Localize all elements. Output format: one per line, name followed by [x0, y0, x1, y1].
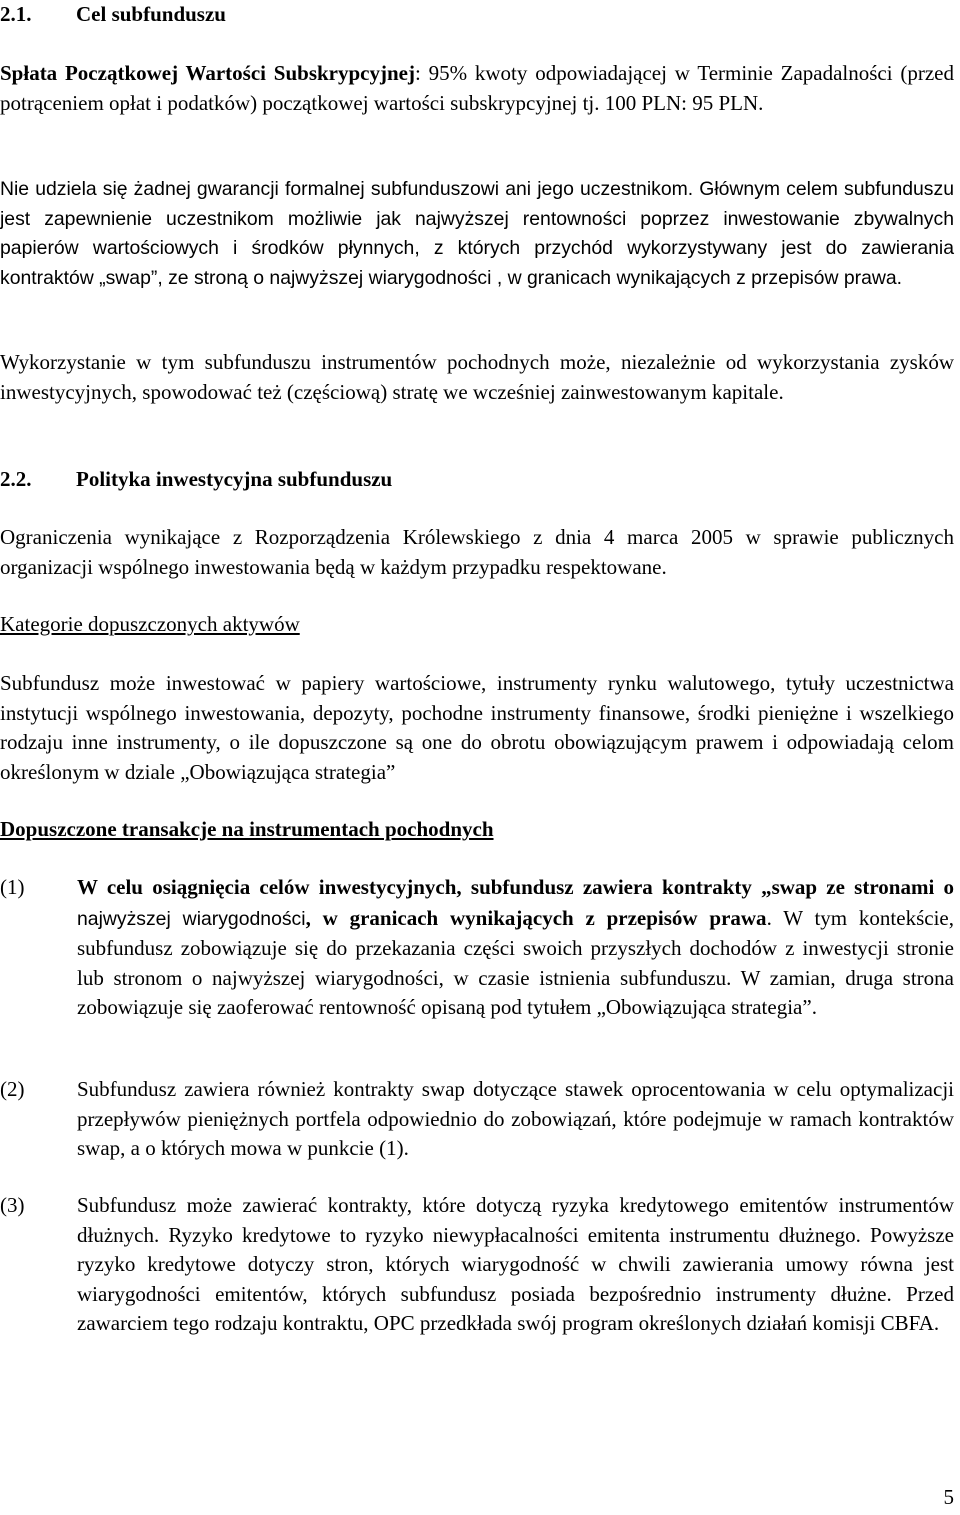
item1-text: . W tym kontekście, subfundusz zobowiązuje się do przekazania części swoich przyszłych dochodów z inwestycji stronie lub stronom o najwyższej wiarygodności, w czasie istnienia subfunduszu. W zamian, druga strona zobowiązuje się zaoferować rentowność opisaną pod tytułem „Obowiązująca strategia”. — [77, 905, 954, 1019]
item1-bold-part: , w granicach wynikających z przepisów prawa — [305, 905, 767, 930]
item1-bold-lead: W celu osiągnięcia celów inwestycyjnych, subfundusz zawiera kontrakty „swap ze stronami o — [77, 875, 954, 899]
ograniczenia-text: Ograniczenia wynikające z Rozporządzenia Królewskiego z dnia 4 marca 2005 w sprawie publicznych organizacji wspólnego inwestowania będą w każdym przypadku respektowane. — [0, 525, 954, 579]
list-item-number: (3) — [0, 1193, 25, 1217]
paragraph-ograniczenia — [0, 523, 954, 582]
list-item-1 — [0, 873, 954, 1053]
paragraph-kategorie — [0, 669, 954, 787]
section-number: 2.1. — [0, 2, 32, 26]
paragraph-splata — [0, 59, 954, 118]
gwarancja-text: Nie udziela się żadnej gwarancji formalnej subfunduszowi ani jego uczestnikom. Głównym celem subfunduszu jest zapewnienie uczestnikom możliwie jak najwyższej rentowności poprzez inwestowanie zbywalnych papierów wartościowych i środków płynnych, z których przychód wykorzystywany jest do zawierania kontraktów „swap”, ze stroną o najwyższej wiarygodności , w granicach wynikających z przepisów prawa. — [0, 178, 954, 289]
section-heading-2-2 — [0, 465, 954, 495]
list-item-number: (1) — [0, 875, 25, 899]
item1-sans-part: najwyższej wiarygodności — [77, 907, 306, 930]
list-item-number: (2) — [0, 1077, 25, 1101]
list-item-body: Subfundusz zawiera również kontrakty swap dotyczące stawek oprocentowania w celu optymalizacji przepływów pieniężnych portfela odpowiednio do zobowiązań, które podejmuje w ramach kontraktów swap, a o których mowa w punkcie (1). — [77, 1077, 954, 1160]
list-item-body — [77, 873, 954, 1023]
kategorie-text: Subfundusz może inwestować w papiery wartościowe, instrumenty rynku walutowego, tytuły uczestnictwa instytucji wspólnego inwestowania, depozyty, pochodne instrumenty finansowe, środki pieniężne i wszelkiego rodzaju inne instrumenty, o ile dopuszczone są one do obrotu obowiązującym prawem i odpowiadają celom określonym w dziale „Obowiązująca strategia” — [0, 671, 954, 784]
section-title: Polityka inwestycyjna subfunduszu — [76, 467, 393, 491]
heading-kategorie — [0, 610, 954, 640]
splata-text: : 95% kwoty odpowiadającej w Terminie Zapadalności (przed potrąceniem opłat i podatków) początkowej wartości subskrypcyjnej tj. 100 PLN: 95 PLN. — [0, 61, 954, 115]
list-item-3 — [0, 1191, 954, 1371]
section-heading-2-1 — [0, 0, 954, 30]
list-item-2 — [0, 1075, 954, 1167]
paragraph-gwarancja — [0, 175, 954, 293]
splata-term: Spłata Początkowej Wartości Subskrypcyjnej — [0, 61, 415, 85]
section-title: Cel subfunduszu — [76, 2, 226, 26]
heading-kategorie-text: Kategorie dopuszczonych aktywów — [0, 612, 300, 636]
list-item-body: Subfundusz może zawierać kontrakty, które dotyczą ryzyka kredytowego emitentów instrumentów dłużnych. Ryzyko kredytowe to ryzyko niewypłacalności emitenta instrumentu dłużnego. Powyższe ryzyko kredytowe dotyczy stron, których wiarygodność w chwili zawierania umowy równa jest wiarygodności emitentów, których subfundusz posiada bezpośrednio instrumenty dłużne. Przed zawarciem tego rodzaju kontraktu, OPC przedkłada swój program określonych działań komisji CBFA. — [77, 1193, 954, 1335]
section-number: 2.2. — [0, 467, 32, 491]
page-number: 5 — [943, 1485, 954, 1509]
paragraph-instrumenty — [0, 348, 954, 407]
heading-transakcje — [0, 815, 954, 845]
instrumenty-text: Wykorzystanie w tym subfunduszu instrumentów pochodnych może, niezależnie od wykorzystania zysków inwestycyjnych, spowodować też (częściową) stratę we wcześniej zainwestowanym kapitale. — [0, 350, 954, 404]
heading-transakcje-text: Dopuszczone transakcje na instrumentach pochodnych — [0, 817, 494, 841]
